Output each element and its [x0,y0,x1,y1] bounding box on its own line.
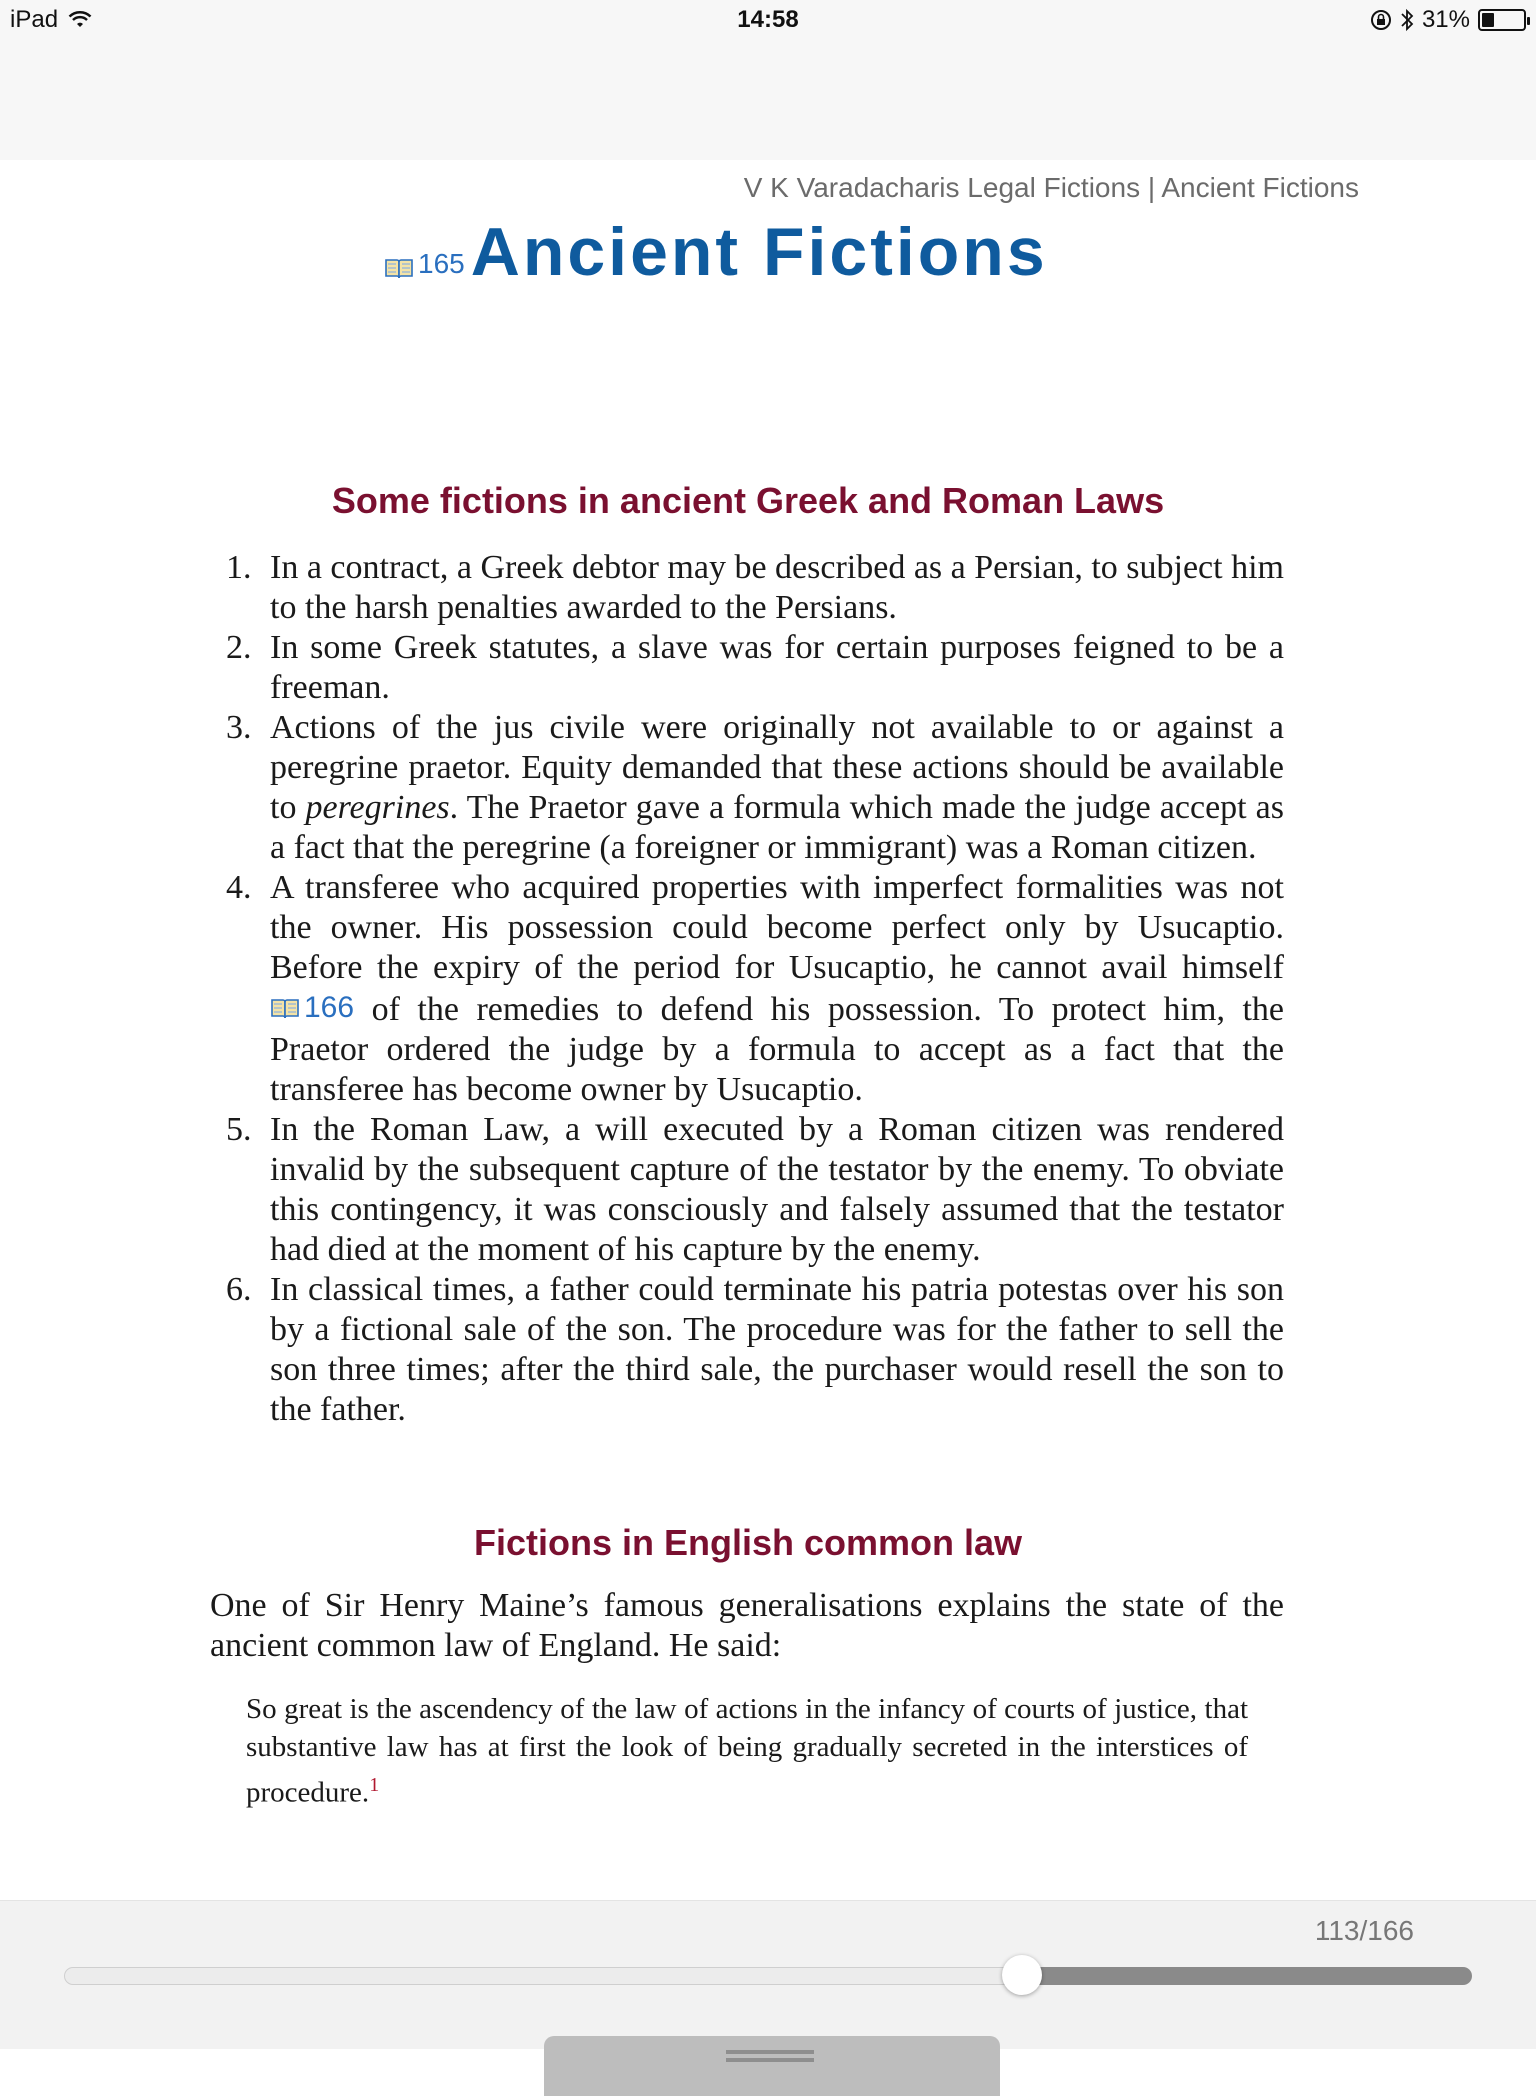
scrubber-thumb[interactable] [1002,1955,1042,1995]
scrubber-track-remaining [1022,1967,1472,1985]
fictions-list [226,548,1284,1430]
list-text: In a contract, a Greek debtor may be described as a Persian, to subject him to the harsh penalties awarded to the Persians. [270,549,1284,626]
page-marker[interactable] [270,988,354,1028]
device-name: iPad [10,6,59,33]
chapter-title: Ancient Fictions [470,214,1048,290]
book-icon [384,256,414,280]
list-number: 3. [226,709,252,746]
battery-icon [1478,9,1526,31]
status-right [1370,6,1526,34]
list-text: In classical times, a father could terminate his patria potestas over his son by a fictional sale of the son. The procedure was for the father to sell the son three times; after the third sale, the purchaser would resell the son to the father. [270,1271,1284,1428]
list-item [226,628,1284,708]
list-text: Actions of the jus civile were originally not available to or against a peregrine praetor. Equity demanded that these actions should be available to [270,709,1284,826]
bluetooth-icon [1400,8,1414,32]
list-text-emphasis: peregrines [305,789,450,826]
section-heading-english-common-law: Fictions in English common law [473,1522,1023,1563]
chapter-heading [384,214,1048,290]
page-marker-number: 166 [304,991,355,1024]
page-scrubber[interactable] [64,1967,1472,1985]
list-item [226,708,1284,868]
scrubber-track-read [64,1967,1022,1985]
list-item [226,1110,1284,1270]
page-marker-number: 165 [418,248,465,279]
battery-fill [1482,13,1494,27]
list-item [226,548,1284,628]
running-header: V K Varadacharis Legal Fictions | Ancient Fictions [743,172,1359,203]
page-marker[interactable] [384,248,465,280]
list-text: . The Praetor gave a formula which made the judge accept as a fact that the peregrine (a foreigner or immigrant) was a Roman citizen. [270,789,1284,866]
list-number: 2. [226,629,252,666]
list-number: 4. [226,869,252,906]
bottom-toolbar [0,1900,1536,2049]
list-text: A transferee who acquired properties with imperfect formalities was not the owner. His possession could become perfect only by Usucaptio. Before the expiry of the period for Usucaptio, he cannot avail himself [270,869,1284,986]
body-paragraph: One of Sir Henry Maine’s famous generalisations explains the state of the ancient common law of England. He said: [210,1587,1284,1664]
list-number: 5. [226,1111,252,1148]
section-heading-greek-roman: Some fictions in ancient Greek and Roman Laws [331,480,1165,521]
list-item [226,868,1284,1110]
block-quote [246,1690,1248,1812]
list-text: of the remedies to defend his possession. To protect him, the Praetor ordered the judge by a formula to accept as a fact that the transferee has become owner by Usucaptio. [270,991,1284,1108]
list-text: In some Greek statutes, a slave was for certain purposes feigned to be a freeman. [270,629,1284,706]
list-number: 6. [226,1271,252,1308]
list-item [226,1270,1284,1430]
list-number: 1. [226,549,252,586]
footnote-link[interactable]: 1 [369,1774,380,1796]
page-count: 113/166 [1314,1915,1414,1946]
grip-icon [726,2050,814,2054]
quote-text: So great is the ascendency of the law of actions in the infancy of courts of justice, that substantive law has at first the look of being gradually secreted in the interstices of procedure. [246,1693,1248,1809]
drawer-handle[interactable] [544,2036,1000,2096]
book-icon [270,996,300,1020]
status-bar [0,0,1536,160]
clock: 14:58 [737,6,799,33]
rotation-lock-icon [1370,9,1392,31]
list-text: In the Roman Law, a will executed by a Roman citizen was rendered invalid by the subsequent capture of the testator by the enemy. To obviate this contingency, it was consciously and falsely assumed that the testator had died at the moment of his capture by the enemy. [270,1111,1284,1268]
battery-percent: 31% [1421,6,1470,33]
